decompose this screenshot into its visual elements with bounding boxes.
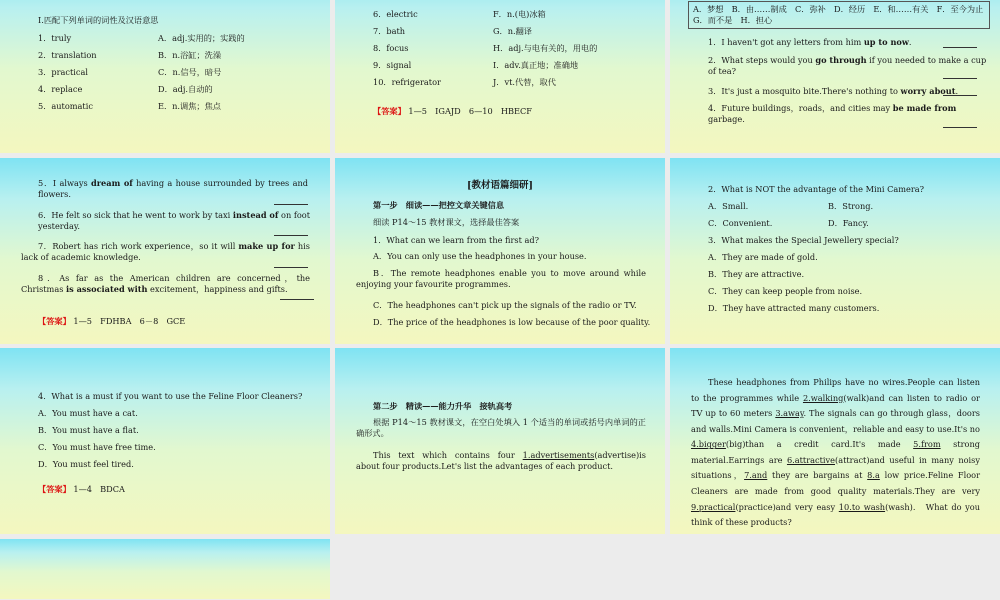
slide-2[interactable]: [335, 0, 665, 153]
answer-blank[interactable]: [943, 95, 977, 96]
question-item: 2．What steps would you go through if you needed to make a cup of tea?: [708, 55, 987, 77]
passage-text: This text which contains four 1.advertisements(advertise)is about four products.Let's list the advantages of each product.: [356, 450, 646, 472]
question-item: 6．He felt so sick that he went to work by taxi instead of on foot yesterday.: [38, 210, 310, 232]
word-item: 3．practical: [38, 67, 89, 77]
answer-blank[interactable]: [943, 127, 977, 128]
answer-text: 1—5 IGAJD 6—10 HBECF: [408, 106, 532, 116]
question-item: 4．Future buildings，roads，and cities may be made from garbage.: [708, 103, 957, 125]
meaning-item: E．n.调焦；焦点: [158, 101, 221, 111]
option-a[interactable]: A．You must have a cat.: [38, 408, 138, 418]
slide-10[interactable]: [0, 539, 330, 599]
question: 3．What makes the Special Jewellery special?: [708, 235, 899, 245]
slide-6[interactable]: [670, 158, 1000, 344]
word-item: 1．truly: [38, 33, 72, 43]
question-item: 1．I haven't got any letters from him up to now.: [708, 37, 912, 47]
word-item: 6．electric: [373, 9, 418, 19]
option-c[interactable]: C．Convenient.: [708, 218, 773, 228]
slide-4[interactable]: [0, 158, 330, 344]
word-item: 7．bath: [373, 26, 406, 36]
question-item: 7．Robert has rich work experience，so it will make up for his lack of academic knowledge.: [21, 241, 311, 263]
option-c[interactable]: C．They can keep people from noise.: [708, 286, 863, 296]
question-item: 3．It's just a mosquito bite.There's nothing to worry about.: [708, 86, 959, 96]
option-a[interactable]: A．They are made of gold.: [708, 252, 818, 262]
filled-blank: 4.bigger: [691, 439, 726, 450]
step-heading: 第二步 精读——能力升华 接轨高考: [373, 401, 513, 411]
answer-text: 1—4 BDCA: [73, 484, 125, 494]
filled-blank: 3.away: [775, 408, 804, 419]
word-item: 8．focus: [373, 43, 409, 53]
filled-blank: 6.attractive: [786, 454, 835, 465]
answer-line: [373, 106, 532, 117]
word-item: 5．automatic: [38, 101, 93, 111]
option-c[interactable]: C．You must have free time.: [38, 442, 156, 452]
slide-9[interactable]: [670, 348, 1000, 534]
filled-blank: 2.walking: [802, 392, 844, 403]
answer-line: [38, 316, 185, 327]
slide-8[interactable]: [335, 348, 665, 534]
answer-line: [38, 484, 125, 495]
answer-label: 【答案】: [38, 484, 71, 494]
question-item: 5．I always dream of having a house surrounded by trees and flowers.: [38, 178, 308, 200]
filled-blank: 7.and: [744, 470, 768, 481]
option-b[interactable]: B．They are attractive.: [708, 269, 805, 279]
meaning-item: B．n.浴缸；洗澡: [158, 50, 222, 60]
answer-blank[interactable]: [280, 299, 314, 300]
word-list: [38, 33, 318, 118]
question: 2．What is NOT the advantage of the Mini Camera?: [708, 184, 925, 194]
meaning-item: F．n.(电)冰箱: [493, 9, 546, 19]
option-d[interactable]: D．You must feel tired.: [38, 459, 134, 469]
option-a[interactable]: A．You can only use the headphones in your house.: [373, 251, 587, 261]
option-b[interactable]: B．The remote headphones enable you to move around while enjoying your favourite programmes.: [356, 268, 646, 290]
answer-blank[interactable]: [943, 47, 977, 48]
meaning-item: J．vt.代替，取代: [493, 77, 556, 87]
step-heading: 第一步 细读——把控文章关键信息: [373, 200, 505, 210]
filled-blank: 9.practical: [691, 501, 736, 512]
slide-1[interactable]: [0, 0, 330, 153]
word-item: 10．refrigerator: [373, 77, 441, 87]
question-item: 8．As far as the American children are concerned，the Christmas is associated with excitement，happiness and gifts.: [21, 273, 310, 295]
word-list: [373, 9, 653, 94]
meaning-item: G．n.翻译: [493, 26, 532, 36]
word-item: 9．signal: [373, 60, 412, 70]
options-box: A．梦想 B．由……制成 C．弥补 D．经历 E．和……有关 F．至今为止 G．而不是 H．担心: [688, 1, 990, 29]
meaning-item: C．n.信号，暗号: [158, 67, 222, 77]
meaning-item: I．adv.真正地；准确地: [493, 60, 579, 70]
meaning-item: A．adj.实用的；实践的: [158, 33, 245, 43]
option-b[interactable]: B．Strong.: [828, 201, 874, 211]
instruction: 根据 P14～15 教材课文，在空白处填入 1 个适当的单词或括号内单词的正确形式。: [356, 417, 646, 439]
meaning-item: D．adj.自动的: [158, 84, 213, 94]
slide-3[interactable]: [670, 0, 1000, 153]
answer-text: 1—5 FDHBA 6－8 GCE: [73, 316, 186, 326]
filled-blank: 10.to wash: [838, 501, 886, 512]
slide-5[interactable]: [335, 158, 665, 344]
slide-7[interactable]: [0, 348, 330, 534]
word-item: 4．replace: [38, 84, 83, 94]
instruction: 细读 P14～15 教材课文，选择最佳答案: [373, 217, 520, 227]
answer-label: 【答案】: [373, 106, 406, 116]
option-d[interactable]: D．Fancy.: [828, 218, 869, 228]
word-item: 2．translation: [38, 50, 97, 60]
meaning-item: H．adj.与电有关的，用电的: [493, 43, 598, 53]
question: 1．What can we learn from the first ad?: [373, 235, 540, 245]
passage-text: These headphones from Philips have no wires.People can listen to the programmes while 2.walking(walk)and can listen to radio or TV up to 60 meters 3.away. The signals can go through glass，doors and walls.Mini Camera is convenient，reliable and easy to use.It's no 4.bigger(big)than a credit card.It's made 5.from strong material.Earrings are 6.attractive(attract)and useful in many noisy situations，7.and they are bargains at 8.a low price.Feline Floor Cleaners are made from good quality materials.They are very 9.practical(practice)and very easy 10.to wash(wash). What do you think of these products?: [691, 377, 981, 528]
option-a[interactable]: A．Small.: [708, 201, 749, 211]
filled-blank: 8.a: [867, 470, 880, 481]
filled-blank: 5.from: [913, 439, 941, 450]
option-c[interactable]: C．The headphones can't pick up the signals of the radio or TV.: [373, 300, 637, 310]
answer-blank[interactable]: [274, 267, 308, 268]
filled-blank: 1.advertisements: [522, 450, 595, 460]
option-d[interactable]: D．They have attracted many customers.: [708, 303, 880, 313]
option-b[interactable]: B．You must have a flat.: [38, 425, 139, 435]
answer-blank[interactable]: [943, 78, 977, 79]
answer-label: 【答案】: [38, 316, 71, 326]
answer-blank[interactable]: [274, 235, 308, 236]
question: 4．What is a must if you want to use the Feline Floor Cleaners?: [38, 391, 303, 401]
answer-blank[interactable]: [274, 204, 308, 205]
section-title: [教材语篇细研]: [467, 180, 533, 191]
option-d[interactable]: D．The price of the headphones is low because of the poor quality.: [373, 317, 651, 327]
section-heading: Ⅰ.匹配下列单词的词性及汉语意思: [38, 15, 159, 25]
